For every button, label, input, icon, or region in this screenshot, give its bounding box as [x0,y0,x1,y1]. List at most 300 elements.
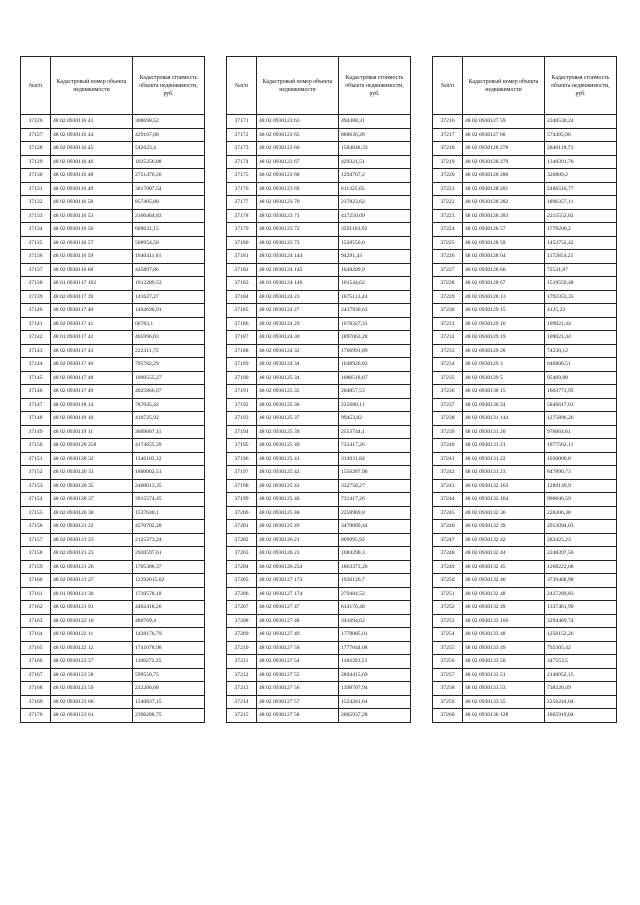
row-number: 37235 [433,371,463,385]
row-number: 37194 [227,425,257,439]
row-number: 37156 [21,520,51,534]
cadastral-number: 48 02 0930125 39 [257,425,339,439]
cadastral-number: 48 02 0930123 65 [257,128,339,142]
cadastral-number: 48 02 0930125 42 [257,466,339,480]
cadastral-value: 417250,09 [339,209,411,223]
cadastral-number: 48 02 0930124 29 [257,317,339,331]
cadastral-value: 1675113,44 [339,290,411,304]
table-row [227,533,411,547]
row-number: 37208 [227,614,257,628]
table-row [21,439,205,453]
cadastral-number: 48 02 0930116 43 [51,115,133,129]
row-number: 37141 [21,317,51,331]
cadastral-number: 48 02 0930124 34 [257,358,339,372]
cadastral-value: 228206,38 [545,506,617,520]
table-row [227,344,411,358]
cadastral-value: 787045,42 [133,398,205,412]
table-row [21,128,205,142]
row-number: 37255 [433,641,463,655]
cadastral-value: 99453,82 [339,412,411,426]
table-row [433,506,617,520]
cadastral-number: 48 02 0930123 58 [51,668,133,682]
cadastral-number: 48 02 0930130 15 [463,385,545,399]
cadastral-number: 48 02 0930127 56 [257,682,339,696]
row-number: 37211 [227,655,257,669]
cadastral-value: 2005937,28 [339,709,411,723]
cadastral-value: 1640411,01 [133,250,205,264]
row-number: 37169 [21,695,51,709]
row-number: 37172 [227,128,257,142]
table-row [21,385,205,399]
row-number: 37253 [433,614,463,628]
table-row [21,574,205,588]
cadastral-number: 48 02 0930123 67 [257,155,339,169]
row-number: 37258 [433,682,463,696]
row-number: 37168 [21,682,51,696]
table-row [227,587,411,601]
row-number: 37231 [433,317,463,331]
row-number: 37219 [433,155,463,169]
table-row [227,358,411,372]
cadastral-number: 48 02 0930123 69 [257,182,339,196]
row-number: 37171 [227,115,257,129]
row-number: 37260 [433,709,463,723]
cadastral-number: 48 02 0930121 25 [51,547,133,561]
cadastral-value: 429321,51 [339,155,411,169]
row-number: 37245 [433,506,463,520]
table-row [227,115,411,129]
row-number: 37148 [21,412,51,426]
cadastral-value: 405996,03 [133,331,205,345]
row-number: 37224 [433,223,463,237]
cadastral-number: 48 02 0930117 46 [51,358,133,372]
cadastral-value: 2340530,24 [545,115,617,129]
cadastral-value: 1398707,94 [339,682,411,696]
row-number: 37203 [227,547,257,561]
row-number: 37134 [21,223,51,237]
cadastral-number: 48 02 0930128 59 [463,236,545,250]
cadastral-value: 445897,86 [133,263,205,277]
table-row [227,290,411,304]
row-number: 37247 [433,533,463,547]
table-row [433,412,617,426]
table-row [433,317,617,331]
table-row [433,439,617,453]
cadastral-number: 48 02 0930128 64 [463,250,545,264]
table-row [227,479,411,493]
row-number: 37143 [21,344,51,358]
cadastral-value: 609631,15 [133,223,205,237]
row-number: 37242 [433,466,463,480]
cadastral-value: 3591103,92 [339,223,411,237]
table-row [227,196,411,210]
row-number: 37176 [227,182,257,196]
row-number: 37179 [227,223,257,237]
row-number: 37127 [21,128,51,142]
table-row [21,142,205,156]
table-row [21,371,205,385]
cadastral-number: 48 02 0930120 35 [51,479,133,493]
cadastral-value: 2248397,56 [545,547,617,561]
cadastral-value: 1275896,26 [545,412,617,426]
cadastral-number: 48 02 0930131 21 [463,439,545,453]
cadastral-value: 12292015,02 [133,574,205,588]
table-row [227,277,411,291]
table-row [227,412,411,426]
cadastral-value: 574495,96 [545,128,617,142]
cadastral-value: 4462418,26 [133,601,205,615]
cadastral-value: 1294767,2 [339,169,411,183]
row-number: 37207 [227,601,257,615]
table-row [433,574,617,588]
table-row [227,155,411,169]
row-number: 37187 [227,331,257,345]
header-cadastral-value: Кадастровая стоимость объекта недвижимости, руб. [339,57,411,115]
row-number: 37151 [21,452,51,466]
row-number: 37189 [227,358,257,372]
cadastral-value: 1865919,04 [545,709,617,723]
cadastral-value: 141627,27 [133,290,205,304]
row-number: 37215 [227,709,257,723]
cadastral-number: 48 02 0930118 14 [51,398,133,412]
row-number: 37238 [433,412,463,426]
valuation-table-1 [20,56,205,723]
table-row [21,250,205,264]
row-number: 37206 [227,587,257,601]
cadastral-number: 48 02 0930123 63 [257,115,339,129]
table-row [227,263,411,277]
cadastral-value: 109021,44 [545,317,617,331]
table-row [21,479,205,493]
table-row [433,628,617,642]
table-row [227,628,411,642]
table-row [21,304,205,318]
cadastral-value: 1877562,11 [545,439,617,453]
table-row [227,331,411,345]
row-number: 37234 [433,358,463,372]
row-number: 37216 [433,115,463,129]
row-number: 37257 [433,668,463,682]
cadastral-value: 1537640,1 [133,506,205,520]
cadastral-value: 888636,28 [339,128,411,142]
row-number: 37195 [227,439,257,453]
cadastral-value: 1584048,33 [339,142,411,156]
cadastral-value: 74230,12 [545,344,617,358]
row-number: 37137 [21,263,51,277]
cadastral-number: 48 02 0930127 54 [257,655,339,669]
table-row [433,263,617,277]
row-number: 37186 [227,317,257,331]
row-number: 37158 [21,547,51,561]
cadastral-number: 48 02 0930125 37 [257,412,339,426]
table-row [227,223,411,237]
cadastral-number: 48 02 0930127 55 [257,668,339,682]
cadastral-number: 48 02 0930117 48 [51,371,133,385]
cadastral-value: 308698,52 [133,115,205,129]
cadastral-value: 3817007,54 [133,182,205,196]
cadastral-value: 4570702,28 [133,520,205,534]
cadastral-number: 48 02 0930116 57 [51,236,133,250]
cadastral-number: 48 02 0930136 128 [463,709,545,723]
cadastral-number: 48 02 0930120 37 [51,493,133,507]
row-number: 37214 [227,695,257,709]
cadastral-number: 48 01 0930117 42 [51,331,133,345]
cadastral-value: 1528550,6 [339,236,411,250]
table-row [433,425,617,439]
row-number: 37249 [433,560,463,574]
cadastral-value: 480769,4 [133,614,205,628]
row-number: 37161 [21,587,51,601]
header-cadastral-value: Кадастровая стоимость объекта недвижимости, руб. [133,57,205,115]
cadastral-number: 48 02 0930116 59 [51,250,133,264]
cadastral-value: 326809,2 [545,169,617,183]
cadastral-value: 204857,53 [339,385,411,399]
cadastral-number: 48 02 0930128 282 [463,196,545,210]
cadastral-number: 48 02 0930130 24 [463,398,545,412]
cadastral-number: 48 02 0930131 144 [463,412,545,426]
header-number: №п/п [227,57,257,115]
table-row [21,115,205,129]
table-row [433,358,617,372]
row-number: 37174 [227,155,257,169]
valuation-table-3 [432,56,617,723]
cadastral-number: 48 02 0930122 12 [51,641,133,655]
cadastral-number: 48 02 0930127 50 [257,641,339,655]
cadastral-value: 976664,61 [545,425,617,439]
cadastral-value: 225680,11 [339,398,411,412]
table-row [21,614,205,628]
cadastral-number: 48 02 0930121 91 [51,601,133,615]
cadastral-number: 48 02 0930127 173 [257,574,339,588]
cadastral-number: 48 02 0930117 49 [51,385,133,399]
cadastral-number: 48 02 0930128 279 [463,155,545,169]
cadastral-value: 795782,29 [133,358,205,372]
table-row [433,493,617,507]
row-number: 37202 [227,533,257,547]
table-row [433,290,617,304]
cadastral-value: 1766991,89 [339,344,411,358]
row-number: 37218 [433,142,463,156]
table-row [21,709,205,723]
cadastral-value: 1346103,12 [133,452,205,466]
table-row [227,425,411,439]
row-number: 37135 [21,236,51,250]
row-number: 37165 [21,641,51,655]
cadastral-value: 347553,5 [545,655,617,669]
cadastral-value: 1777044,08 [339,641,411,655]
cadastral-value: 1741678,98 [133,641,205,655]
table-row [433,641,617,655]
row-number: 37259 [433,695,463,709]
table-row [433,371,617,385]
cadastral-number: 48 02 0930125 41 [257,452,339,466]
table-row [227,493,411,507]
cadastral-number: 48 02 0930124 32 [257,344,339,358]
cadastral-value: 1337461,99 [545,601,617,615]
table-row [433,655,617,669]
table-row [227,520,411,534]
row-number: 37188 [227,344,257,358]
cadastral-number: 48 02 0930122 11 [51,628,133,642]
row-number: 37149 [21,425,51,439]
header-cadastral-number: Кадастровый номер объекта недвижимости [463,57,545,115]
table-row [433,196,617,210]
cadastral-number: 48 02 0930116 50 [51,196,133,210]
row-number: 37241 [433,452,463,466]
table-row [433,142,617,156]
row-number: 37157 [21,533,51,547]
cadastral-value: 2894415,69 [339,668,411,682]
table-row [433,560,617,574]
row-number: 37154 [21,493,51,507]
row-number: 37192 [227,398,257,412]
cadastral-number: 48 02 0930133 48 [463,628,545,642]
row-number: 37126 [21,115,51,129]
row-number: 37164 [21,628,51,642]
row-number: 37140 [21,304,51,318]
table-row [227,371,411,385]
cadastral-value: 646806,51 [545,358,617,372]
cadastral-number: 48 02 0930131 22 [463,452,545,466]
cadastral-number: 48 02 0930121 22 [51,520,133,534]
cadastral-value: 2215552,02 [545,209,617,223]
row-number: 37221 [433,182,463,196]
table-row [21,236,205,250]
table-row [21,344,205,358]
table-row [433,155,617,169]
row-number: 37177 [227,196,257,210]
cadastral-number: 48 02 0930132 46 [463,574,545,588]
cadastral-value: 4125,23 [545,304,617,318]
table-row [21,506,205,520]
cadastral-number: 48 02 0930122 10 [51,614,133,628]
cadastral-number: 48 02 0930129 16 [463,317,545,331]
table-row [433,223,617,237]
cadastral-value: 2140052,15 [545,668,617,682]
cadastral-number: 48 02 0930132 49 [463,601,545,615]
row-number: 37200 [227,506,257,520]
row-number: 37153 [21,479,51,493]
cadastral-number: 48 02 0930121 27 [51,574,133,588]
table-row [21,155,205,169]
table-row [433,520,617,534]
cadastral-value: 1184393,51 [339,655,411,669]
table-row [433,182,617,196]
table-row [21,601,205,615]
cadastral-value: 1678327,31 [339,317,411,331]
table-row [227,142,411,156]
cadastral-number: 48 02 0930120 258 [51,439,133,453]
table-row [21,223,205,237]
cadastral-value: 2160464,83 [133,209,205,223]
cadastral-value: 869995,92 [339,533,411,547]
cadastral-value: 792305,42 [545,641,617,655]
cadastral-number: 48 02 0930117 39 [51,290,133,304]
cadastral-value: 996646,59 [545,493,617,507]
cadastral-value: 2125373,24 [133,533,205,547]
row-number: 37222 [433,196,463,210]
table-row [227,506,411,520]
cadastral-number: 48 02 0930124 27 [257,304,339,318]
cadastral-value: 2913094,03 [545,520,617,534]
cadastral-value: 95469,88 [545,371,617,385]
table-row [433,452,617,466]
table-row [433,344,617,358]
row-number: 37170 [21,709,51,723]
cadastral-number: 48 02 0930129 3 [463,358,545,372]
cadastral-number: 48 02 0930125 40 [257,439,339,453]
header-cadastral-number: Кадастровый номер объекта недвижимости [51,57,133,115]
cadastral-number: 48 02 0930132 42 [463,533,545,547]
cadastral-number: 48 02 0930131 20 [463,425,545,439]
cadastral-value: 1936126,7 [339,574,411,588]
cadastral-number: 48 02 0930123 66 [257,142,339,156]
row-number: 37229 [433,290,463,304]
table-row [21,452,205,466]
row-number: 37160 [21,574,51,588]
cadastral-number: 48 02 0930125 48 [257,506,339,520]
cadastral-number: 48 02 0930125 35 [257,385,339,399]
cadastral-number: 48 02 0930132 44 [463,547,545,561]
table-row [21,695,205,709]
cadastral-value: 237823,62 [339,196,411,210]
cadastral-number: 48 02 0930131 23 [463,466,545,480]
row-number: 37130 [21,169,51,183]
cadastral-value: 3739468,98 [545,574,617,588]
table-row [227,601,411,615]
cadastral-value: 731417,26 [339,439,411,453]
cadastral-number: 48 02 0930116 44 [51,128,133,142]
cadastral-number: 48 02 0930133 50 [463,655,545,669]
row-number: 37230 [433,304,463,318]
table-row [21,169,205,183]
row-number: 37254 [433,628,463,642]
row-number: 37232 [433,331,463,345]
cadastral-value: 599550,75 [133,668,205,682]
row-number: 37138 [21,277,51,291]
table-row [433,587,617,601]
cadastral-value: 1348391,76 [545,155,617,169]
cadastral-value: 1256152,26 [545,628,617,642]
table-row [21,655,205,669]
cadastral-number: 48 02 0930127 47 [257,601,339,615]
row-number: 37227 [433,263,463,277]
cadastral-number: 48 02 0930127 48 [257,614,339,628]
row-number: 37223 [433,209,463,223]
row-number: 37133 [21,209,51,223]
cadastral-number: 48 02 0930120 33 [51,466,133,480]
cadastral-number: 48 02 0930128 67 [463,277,545,291]
table-row [21,628,205,642]
table-row [21,182,205,196]
row-number: 37240 [433,439,463,453]
table-row [433,304,617,318]
row-number: 37228 [433,277,463,291]
table-row [227,682,411,696]
cadastral-number: 48 02 0930129 19 [463,331,545,345]
table-row [21,493,205,507]
cadastral-value: 2486516,77 [545,182,617,196]
cadastral-number: 48 02 0930123 61 [51,709,133,723]
table-row [227,128,411,142]
header-number: №п/п [433,57,463,115]
cadastral-value: 1464696,91 [133,304,205,318]
table-row [21,358,205,372]
row-number: 37213 [227,682,257,696]
cadastral-value: 279484,52 [339,587,411,601]
table-row [433,169,617,183]
cadastral-number: 48 02 0930129 20 [463,344,545,358]
